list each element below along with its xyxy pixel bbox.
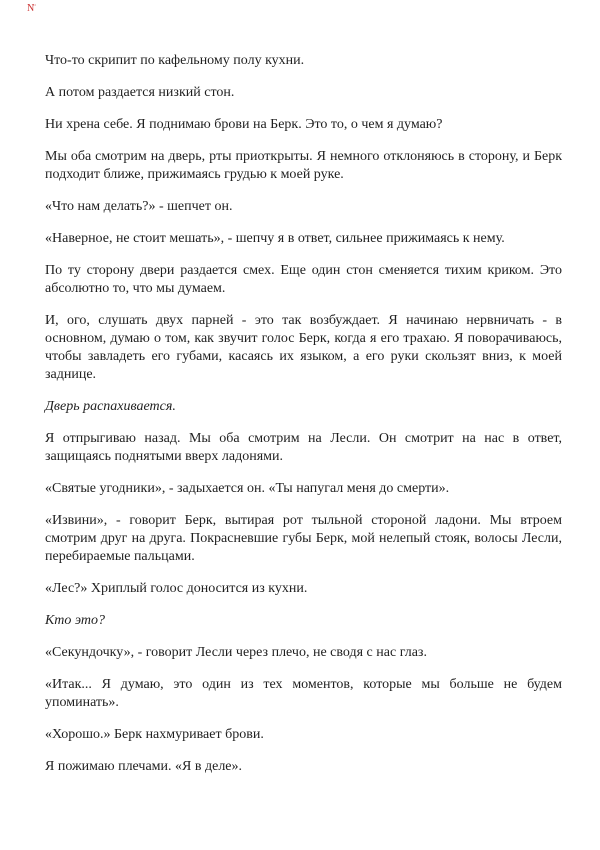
paragraph: Я отпрыгиваю назад. Мы оба смотрим на Лесли. Он смотрит на нас в ответ, защищаясь поднятыми вверх ладонями. [45,431,562,464]
paragraph: И, ого, слушать двух парней - это так возбуждает. Я начинаю нервничать - в основном, думаю о том, как звучит голос Берк, когда я его трахаю. Я поворачиваюсь, чтобы завладеть его губами, касаясь их языком, а его руки скользят вниз, к моей заднице. [45,313,562,382]
paragraph: «Святые угодники», - задыхается он. «Ты напугал меня до смерти». [45,481,450,496]
paragraph: «Лес?» Хриплый голос доносится из кухни. [45,581,308,596]
paragraph: По ту сторону двери раздается смех. Еще один стон сменяется тихим криком. Это абсолютно то, что мы думаем. [45,263,562,296]
paragraph: «Что нам делать?» - шепчет он. [45,199,233,214]
paragraph-italic: Кто это? [45,613,106,628]
paragraph: «Секундочку», - говорит Лесли через плечо, не сводя с нас глаз. [45,645,427,660]
paragraph: Что-то скрипит по кафельному полу кухни. [45,53,305,68]
paragraph: Мы оба смотрим на дверь, рты приоткрыты. Я немного отклоняюсь в сторону, и Берк подходит ближе, прижимаясь грудью к моей руке. [45,149,562,182]
paragraph: «Извини», - говорит Берк, вытирая рот тыльной стороной ладони. Мы втроем смотрим друг на друга. Покрасневшие губы Берк, мой нелепый стояк, волосы Лесли, перебираемые пальцами. [45,513,562,564]
paragraph: А потом раздается низкий стон. [45,85,235,100]
paragraph: Ни хрена себе. Я поднимаю брови на Берк. Это то, о чем я думаю? [45,117,443,132]
paragraph: Я пожимаю плечами. «Я в деле». [45,759,243,774]
page-text [45,52,562,790]
paragraph: «Хорошо.» Берк нахмуривает брови. [45,727,264,742]
page-annotation-mark: Ν̈ [27,3,35,14]
paragraph-italic: Дверь распахивается. [45,399,176,414]
paragraph: «Наверное, не стоит мешать», - шепчу я в ответ, сильнее прижимаясь к нему. [45,231,505,246]
paragraph: «Итак... Я думаю, это один из тех моментов, которые мы больше не будем упоминать». [45,677,562,710]
